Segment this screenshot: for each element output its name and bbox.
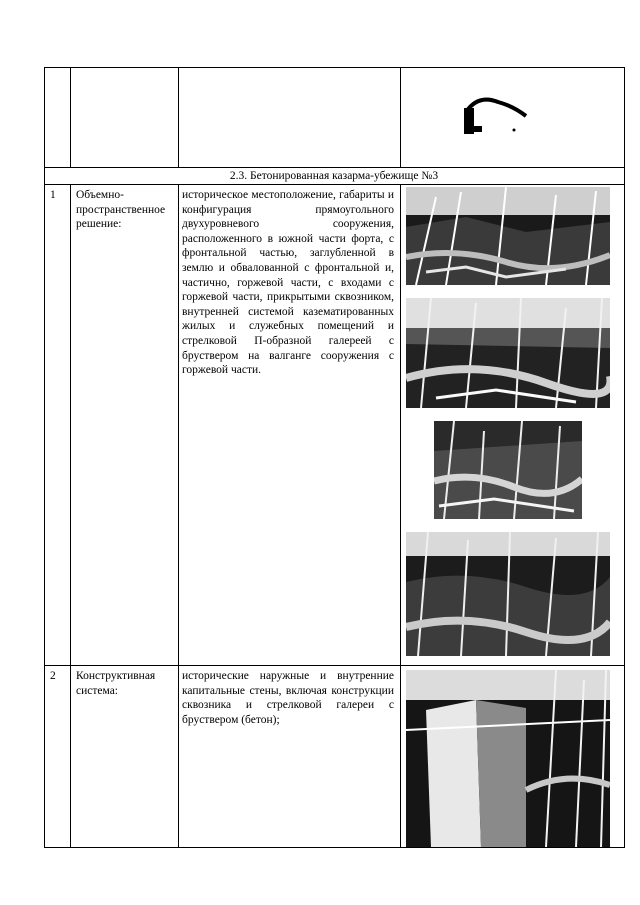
table-right-border xyxy=(624,67,625,848)
photo-fortification-4 xyxy=(406,532,610,656)
photo-structure-1 xyxy=(406,670,610,847)
section-title: 2.3. Бетонированная казарма-убежище №3 xyxy=(229,170,439,182)
section-header-bottom-border xyxy=(44,184,625,185)
col-divider-name xyxy=(178,184,179,848)
row-name: Объемно-пространственное решение: xyxy=(76,189,166,231)
row-description: исторические наружные и внутренние капитальные стены, включая конструкции сквозника и стрелковой галереи с бруствером (бетон); xyxy=(182,670,394,726)
row-divider xyxy=(44,665,625,666)
col-divider-num xyxy=(70,184,71,848)
col-divider-desc xyxy=(400,184,401,848)
photo-fortification-3 xyxy=(434,421,582,519)
row-description: историческое местоположение, габариты и конфигурация прямоугольного двухуровневого сооружения, расположенного в южной части форта, с фронтальной частью, заглубленной в землю и обвалованной с фронтальной и, частично, горжевой части, с входами с горжевой части, прикрытыми сквозником, внутренней системой казематированных жилых и служебных помещений и стрелковой П-образной галереей с бруствером на валганге сооружения с горжевой части. xyxy=(182,189,394,377)
photo-fortification-2 xyxy=(406,298,610,408)
row-number: 1 xyxy=(50,189,56,201)
col-divider-desc xyxy=(400,67,401,168)
row-number: 2 xyxy=(50,670,56,682)
col-divider-name xyxy=(178,67,179,168)
row-name: Конструктивная система: xyxy=(76,670,156,697)
photo-fortification-1 xyxy=(406,187,610,285)
table-left-border xyxy=(44,67,45,848)
col-divider-num xyxy=(70,67,71,168)
table-bottom-border xyxy=(44,847,625,848)
section-header-top-border xyxy=(44,167,625,168)
photo-fragment-top xyxy=(458,90,530,140)
table-top-border xyxy=(44,67,625,68)
